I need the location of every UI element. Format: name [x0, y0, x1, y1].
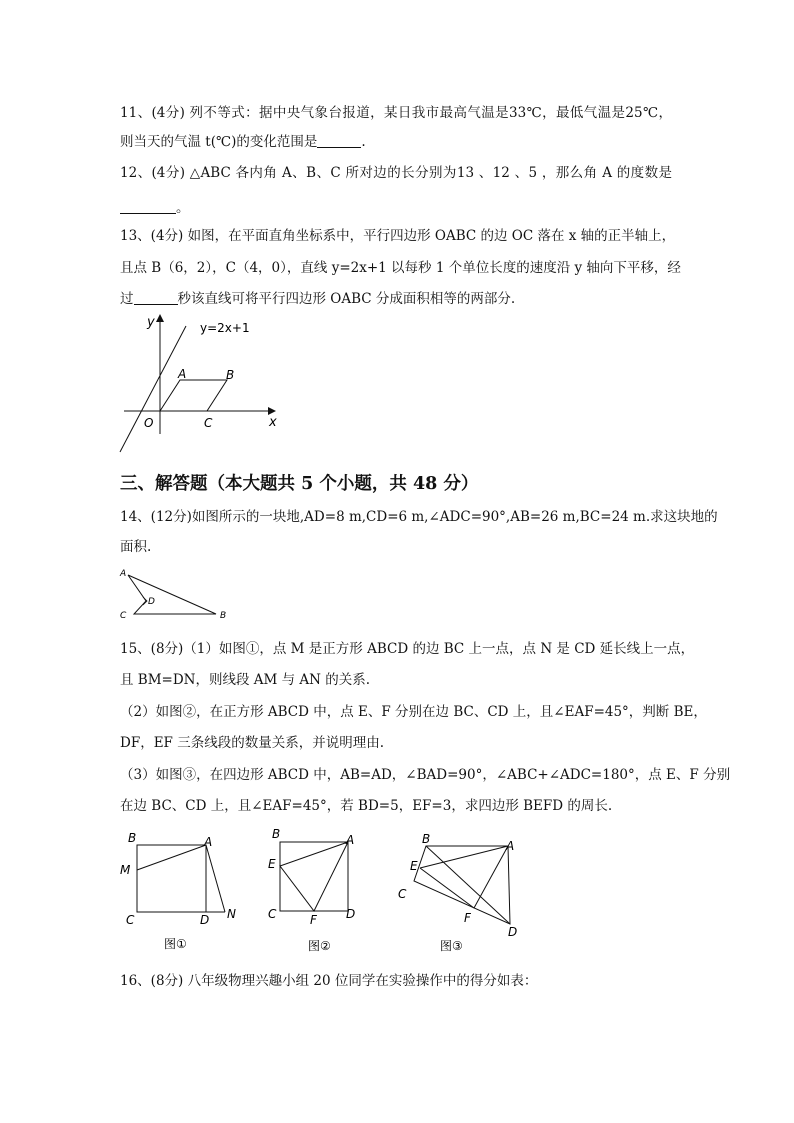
- q13-point-b: B: [226, 368, 235, 382]
- q13-point-c: C: [204, 416, 213, 430]
- q14-line1: 14、(12分)如图所示的一块地,AD=8 m,CD=6 m,∠ADC=90°,AB=26 m,BC=24 m.求这块地的: [120, 509, 718, 525]
- fig3-caption: 图③: [440, 939, 463, 953]
- fig3-point-e: E: [410, 859, 418, 873]
- fig1-square: [137, 845, 206, 912]
- q15-line4: DF，EF 三条线段的数量关系，并说明理由.: [120, 735, 384, 751]
- q13-point-a: A: [178, 367, 187, 381]
- fig2-point-e: E: [268, 857, 276, 871]
- fig1-segment-am: [137, 845, 206, 870]
- fig1-caption: 图①: [164, 937, 187, 951]
- q11-line2-end: .: [361, 134, 366, 150]
- fig1-point-c: C: [126, 913, 135, 927]
- q15-line5: （3）如图③，在四边形 ABCD 中，AB=AD，∠BAD=90°，∠ABC+∠ADC=180°，点 E、F 分别: [120, 767, 731, 783]
- q13-x-arrow: [268, 407, 276, 415]
- q13-line-graph: [120, 326, 186, 452]
- q11-answer-blank[interactable]: [317, 133, 361, 148]
- q15-line1: 15、(8分)（1）如图①，点 M 是正方形 ABCD 的边 BC 上一点，点 N 是 CD 延长线上一点，: [120, 641, 695, 657]
- q16-line1: 16、(8分) 八年级物理兴趣小组 20 位同学在实验操作中的得分如表：: [120, 973, 538, 989]
- q11-line2-text: 则当天的气温 t(℃)的变化范围是: [120, 134, 318, 150]
- q13-line-label: y=2x+1: [200, 321, 250, 335]
- q12-answer-blank[interactable]: [120, 199, 176, 214]
- fig1-point-n: N: [227, 907, 236, 921]
- fig1-point-a: A: [204, 835, 213, 849]
- q14-point-d: D: [148, 597, 155, 607]
- q13-y-label: y: [147, 315, 155, 330]
- section-3-heading: 三、解答题（本大题共 5 个小题，共 48 分）: [120, 474, 479, 494]
- q15-figure-1: [112, 826, 252, 956]
- fig3-point-b: B: [422, 832, 431, 846]
- q12-line2: [120, 199, 190, 217]
- fig3-segment-ef: [420, 868, 474, 908]
- q14-shape: [128, 575, 216, 614]
- q13-y-arrow: [156, 314, 164, 322]
- q13-figure: [110, 312, 290, 437]
- q13-line2: 且点 B（6，2），C（4，0），直线 y=2x+1 以每秒 1 个单位长度的速度沿 y 轴向下平移，经: [120, 260, 681, 276]
- q15-figure-3: [392, 826, 532, 956]
- q13-parallelogram: [160, 380, 227, 411]
- q13-line3-start: 过: [120, 291, 134, 307]
- fig2-triangle-aef: [280, 842, 348, 911]
- q11-line2: [120, 133, 366, 151]
- q14-point-a: A: [120, 569, 127, 579]
- fig3-segment-af: [474, 846, 508, 908]
- q13-line3: [120, 290, 515, 308]
- fig3-point-c: C: [398, 887, 407, 901]
- q12-line1: 12、(4分) △ABC 各内角 A、B、C 所对边的长分别为13 、12 、5 ，那么角 A 的度数是: [120, 165, 672, 181]
- q15-figure-2: [262, 826, 372, 956]
- fig1-point-m: M: [120, 863, 131, 877]
- q14-line2: 面积.: [120, 539, 152, 555]
- fig2-square: [280, 842, 348, 911]
- fig3-point-d: D: [508, 925, 518, 939]
- q14-point-c: C: [120, 611, 127, 621]
- q11-line1: 11、(4分) 列不等式：据中央气象台报道，某日我市最高气温是33℃，最低气温是25℃，: [120, 105, 672, 121]
- fig3-point-f: F: [464, 911, 471, 925]
- q14-point-b: B: [220, 611, 227, 621]
- q15-line3: （2）如图②，在正方形 ABCD 中，点 E、F 分别在边 BC、CD 上，且∠EAF=45°，判断 BE，: [120, 704, 707, 720]
- q13-line1: 13、(4分) 如图，在平面直角坐标系中，平行四边形 OABC 的边 OC 落在 x 轴的正半轴上，: [120, 228, 676, 244]
- fig2-caption: 图②: [308, 939, 331, 953]
- q15-line6: 在边 BC、CD 上，且∠EAF=45°，若 BD=5，EF=3，求四边形 BEFD 的周长.: [120, 798, 613, 814]
- q13-answer-blank[interactable]: [134, 290, 178, 305]
- fig2-point-a: A: [346, 833, 355, 847]
- q12-line2-end: 。: [176, 200, 190, 216]
- q13-line3-end: 秒该直线可将平行四边形 OABC 分成面积相等的两部分.: [177, 291, 516, 307]
- fig2-point-f: F: [310, 913, 317, 927]
- fig2-point-d: D: [346, 907, 356, 921]
- q15-line2: 且 BM=DN，则线段 AM 与 AN 的关系.: [120, 672, 371, 688]
- fig3-point-a: A: [506, 839, 515, 853]
- fig1-point-b: B: [128, 831, 137, 845]
- fig1-segment-an: [206, 845, 225, 912]
- fig2-point-c: C: [268, 907, 277, 921]
- fig1-point-d: D: [200, 913, 210, 927]
- q13-x-label: x: [269, 415, 277, 430]
- fig2-point-b: B: [272, 827, 281, 841]
- fig3-segment-ae: [420, 846, 508, 868]
- q13-point-o: O: [144, 416, 154, 430]
- q14-figure: [116, 566, 236, 622]
